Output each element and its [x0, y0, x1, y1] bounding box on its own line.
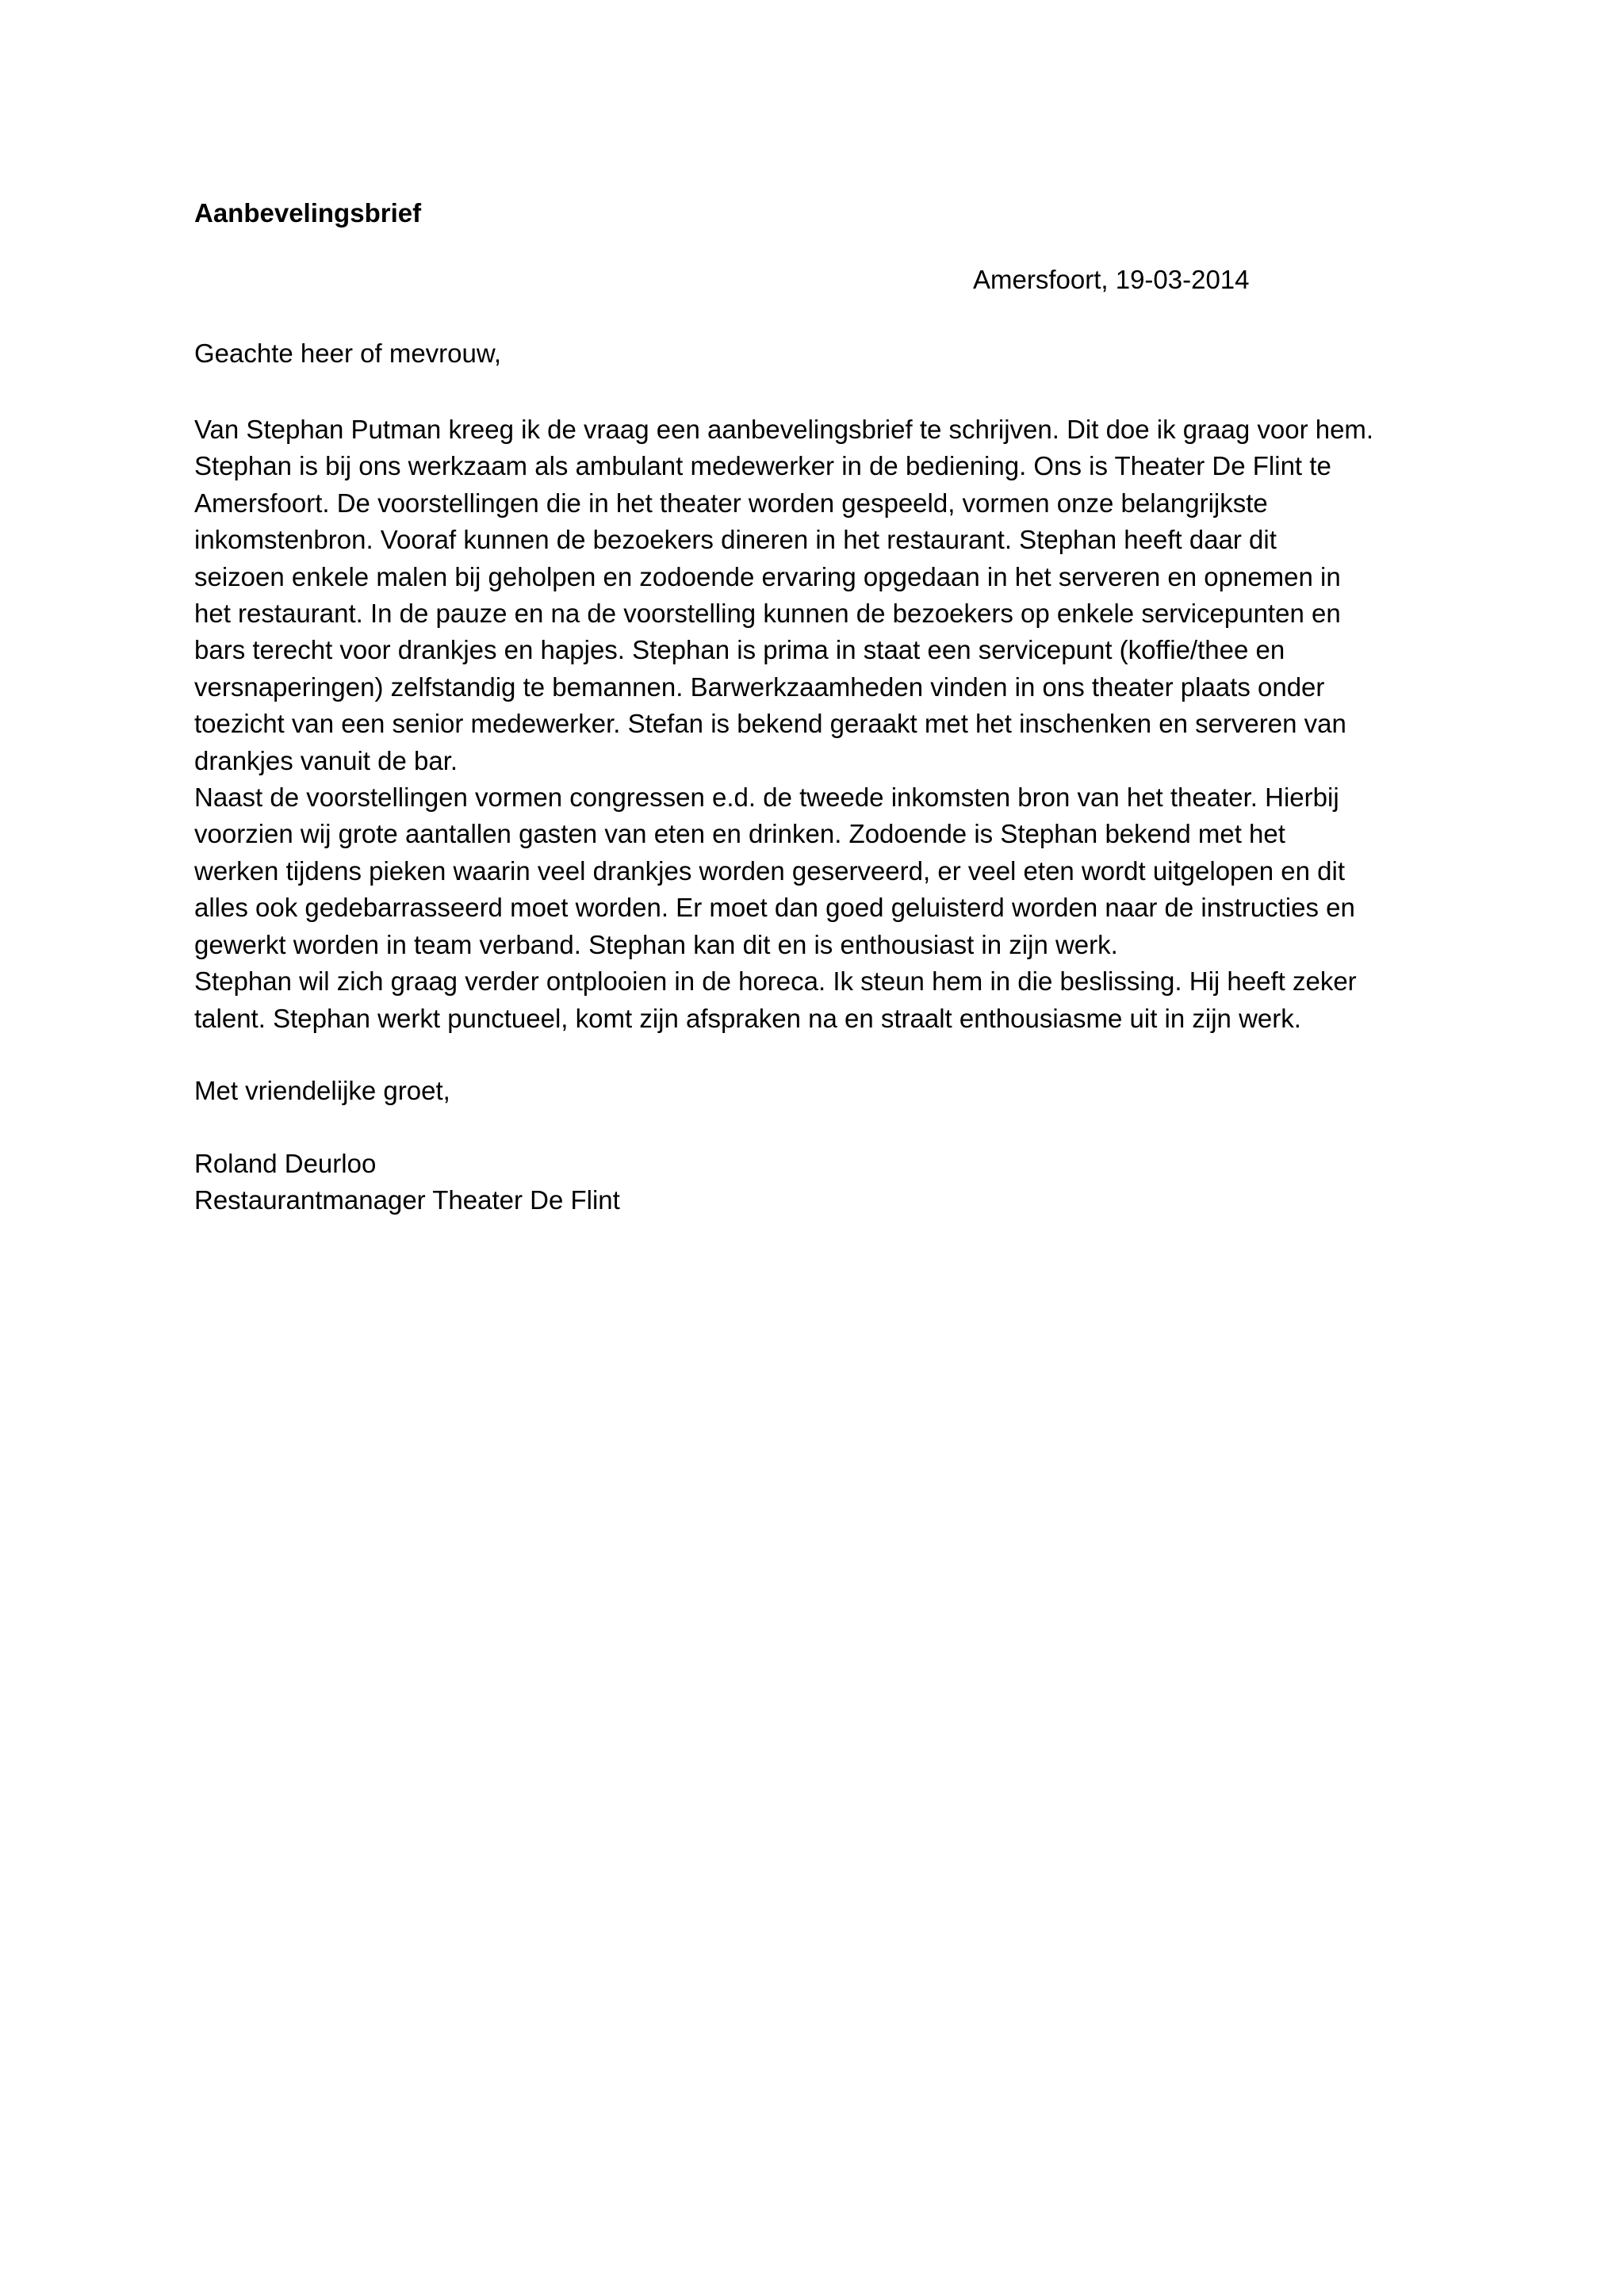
body-line: Stephan wil zich graag verder ontplooien in de horeca. Ik steun hem in die beslissing. Hij heeft zeker	[194, 966, 1357, 997]
body-line: voorzien wij grote aantallen gasten van eten en drinken. Zodoende is Stephan bekend met het	[194, 819, 1285, 849]
letter-content	[194, 195, 1439, 1215]
body-line: talent. Stephan werkt punctueel, komt zijn afspraken na en straalt enthousiasme uit in zijn werk.	[194, 1003, 1301, 1033]
body-line: toezicht van een senior medewerker. Stefan is bekend geraakt met het inschenken en serveren van	[194, 709, 1346, 739]
body-line: Naast de voorstellingen vormen congressen e.d. de tweede inkomsten bron van het theater. Hierbij	[194, 783, 1339, 813]
signatory-name: Roland Deurloo	[194, 1149, 377, 1178]
body-line: versnaperingen) zelfstandig te bemannen. Barwerkzaamheden vinden in ons theater plaats onder	[194, 672, 1325, 702]
body-line: bars terecht voor drankjes en hapjes. Stephan is prima in staat een servicepunt (koffie/thee en	[194, 635, 1285, 665]
letter-body	[194, 411, 1447, 1037]
body-line: inkomstenbron. Vooraf kunnen de bezoekers dineren in het restaurant. Stephan heeft daar dit	[194, 525, 1277, 555]
letter-heading: Aanbevelingsbrief	[194, 198, 422, 228]
body-line: Van Stephan Putman kreeg ik de vraag een aanbevelingsbrief te schrijven. Dit doe ik graag voor hem.	[194, 415, 1374, 444]
body-line: alles ook gedebarrasseerd moet worden. Er moet dan goed geluisterd worden naar de instructies en	[194, 893, 1355, 923]
signatory-title: Restaurantmanager Theater De Flint	[194, 1185, 620, 1215]
body-line: werken tijdens pieken waarin veel drankjes worden geserveerd, er veel eten wordt uitgelopen en dit	[194, 855, 1346, 886]
body-line: Stephan is bij ons werkzaam als ambulant medewerker in de bediening. Ons is Theater De Flint te	[194, 451, 1331, 481]
signature-block	[194, 1146, 620, 1219]
body-line: seizoen enkele malen bij geholpen en zodoende ervaring opgedaan in het serveren en opnemen in	[194, 561, 1341, 591]
place-date: Amersfoort, 19-03-2014	[973, 265, 1250, 294]
body-line: Amersfoort. De voorstellingen die in het theater worden gespeeld, vormen onze belangrijkste	[194, 488, 1268, 518]
body-line: het restaurant. In de pauze en na de voorstelling kunnen de bezoekers op enkele servicepunten en	[194, 599, 1341, 629]
body-line: gewerkt worden in team verband. Stephan kan dit en is enthousiast in zijn werk.	[194, 929, 1118, 959]
salutation: Geachte heer of mevrouw,	[194, 339, 502, 368]
body-line: drankjes vanuit de bar.	[194, 745, 458, 775]
closing: Met vriendelijke groet,	[194, 1076, 450, 1105]
